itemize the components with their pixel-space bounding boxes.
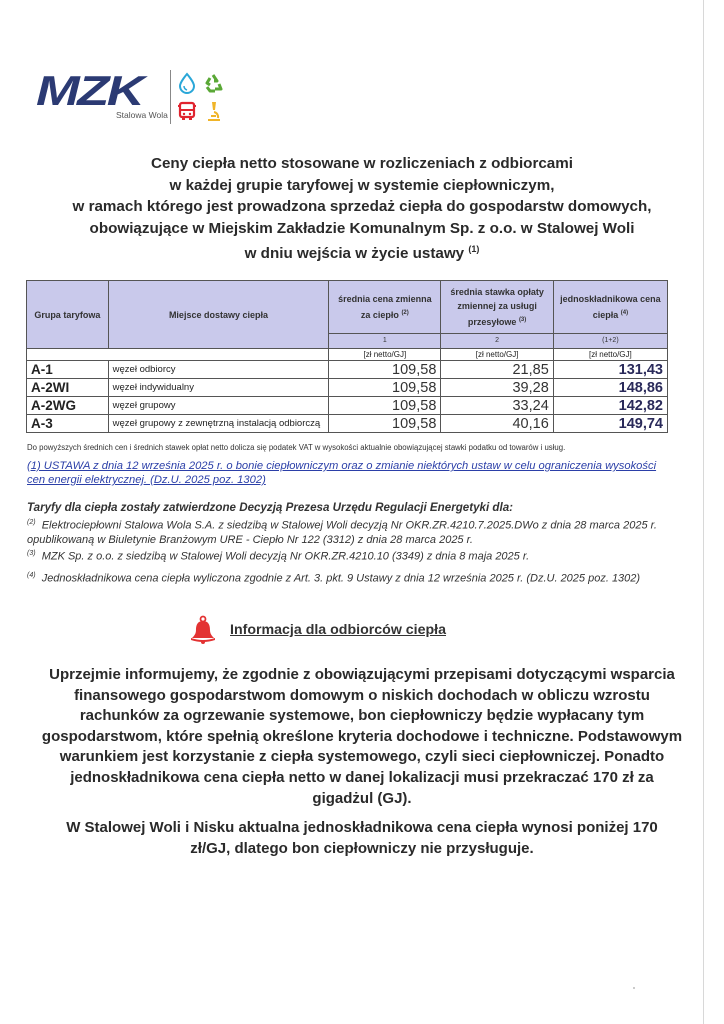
approval-text: Elektrociepłowni Stalowa Wola S.A. z siedzibą w Stalowej Woli decyzją Nr OKR.ZR.4210.7.2025.DWo z dnia 28 marca 2025 r. opublikowaną w Biuletynie Branżowym URE - Ciepło Nr 122 (3312) z dnia 28 marca 2025 r.	[27, 519, 657, 546]
approvals-heading: Taryfy dla ciepła zostały zatwierdzone Decyzją Prezesa Urzędu Regulacji Energetyki dla:	[27, 501, 514, 514]
cell-transmission-rate: 33,24	[441, 397, 553, 415]
title-footnote-ref: (1)	[468, 244, 480, 254]
cell-location: węzeł grupowy z zewnętrzną instalacją odbiorczą	[108, 415, 329, 433]
recycle-icon	[202, 72, 224, 94]
title-line	[30, 239, 694, 265]
scan-speck	[633, 987, 635, 989]
table-header-row	[27, 281, 668, 334]
footnote-ref: (4)	[620, 310, 629, 316]
bus-icon	[176, 100, 198, 122]
cell-variable-price: 109,58	[329, 379, 441, 397]
approval-text: MZK Sp. z o.o. z siedzibą w Stalowej Woli decyzją Nr OKR.ZR.4210.10 (3349) z dnia 8 maja 2025 r.	[41, 550, 530, 563]
cell-transmission-rate: 40,16	[441, 415, 553, 433]
column-number: 1	[329, 334, 441, 349]
footnote-ref: (4)	[27, 572, 36, 580]
cell-group: A-2WI	[27, 379, 109, 397]
title-line: w każdej grupie taryfowej w systemie ciepłowniczym,	[169, 176, 555, 194]
logo-brand: MZK	[36, 67, 143, 114]
info-body: Uprzejmie informujemy, że zgodnie z obowiązującymi przepisami dotyczącymi wsparcia finansowego gospodarstwom domowym o niskich dochodach w obliczu wzrostu rachunków za ogrzewanie systemowe, bon ciepłowniczy będzie wypłacany tym gospodarstwom, które spełnią określone kryteria dochodowe i techniczne. Podstawowym warunkiem jest korzystanie z ciepła systemowego, czyli sieci ciepłowniczej. Ponadto jednoskładnikowa cena ciepła netto w danej lokalizacji musi przekraczać 170 zł za gigadżul (GJ).	[41, 666, 683, 807]
title-line: w ramach którego jest prowadzona sprzedaż ciepła do gospodarstw domowych,	[72, 198, 652, 215]
unit-row	[27, 349, 668, 361]
approval-text: Jednoskładnikowa cena ciepła wyliczona zgodnie z Art. 3. pkt. 9 Ustawy z dnia 12 września 2025 r. (Dz.U. 2025 poz. 1302)	[41, 572, 641, 585]
table-row	[27, 415, 668, 433]
water-drop-icon	[176, 72, 198, 94]
page-edge-rule	[703, 0, 704, 1024]
cell-location: węzeł grupowy	[108, 397, 329, 415]
footnote-ref: (3)	[27, 549, 36, 557]
column-number: 2	[441, 334, 553, 349]
cell-single-price: 148,86	[553, 379, 667, 397]
unit-blank	[27, 349, 329, 361]
footnote-ref: (2)	[401, 310, 409, 316]
cell-variable-price: 109,58	[329, 361, 441, 379]
approval-item	[27, 516, 667, 547]
footnote-ref: (3)	[518, 317, 527, 323]
footnote-ref: (2)	[27, 519, 36, 526]
info-conclusion: W Stalowej Woli i Nisku aktualna jednoskładnikowa cena ciepła wynosi poniżej 170 zł/GJ, dlatego bon ciepłowniczy nie przysługuje.	[66, 819, 658, 857]
cell-location: węzeł indywidualny	[108, 379, 329, 397]
mzk-logo	[36, 68, 236, 128]
header-single-price	[553, 281, 667, 334]
logo-divider	[170, 70, 171, 124]
cell-group: A-3	[27, 415, 109, 433]
table-row	[27, 379, 668, 397]
cell-single-price: 149,74	[553, 415, 667, 433]
header-group: Grupa taryfowa	[27, 281, 109, 349]
bell-icon	[188, 615, 218, 645]
tariff-approvals	[27, 501, 667, 586]
unit-label: [zł netto/GJ]	[553, 349, 667, 361]
cell-group: A-1	[27, 361, 109, 379]
unit-label: [zł netto/GJ]	[441, 349, 553, 361]
header-variable-price	[329, 281, 441, 334]
microscope-icon	[202, 100, 224, 122]
heat-price-table	[26, 280, 668, 433]
cell-location: węzeł odbiorcy	[108, 361, 329, 379]
header-transmission-rate-text: średnia stawka opłaty zmiennej za usługi przesyłowe	[450, 287, 544, 327]
cell-single-price: 131,43	[553, 361, 667, 379]
vat-note: Do powyższych średnich cen i średnich stawek opłat netto dolicza się podatek VAT w wysokości aktualnie obowiązującej stawki podatku od towarów i usług.	[27, 443, 566, 452]
cell-transmission-rate: 21,85	[441, 361, 553, 379]
table-row	[27, 361, 668, 379]
title-line-text: w dniu wejścia w życie ustawy	[244, 245, 465, 263]
info-title: Informacja dla odbiorców ciepła	[230, 622, 447, 638]
title-line: Ceny ciepła netto stosowane w rozliczeniach z odbiorcami	[151, 155, 573, 172]
law-reference-link[interactable]: (1) USTAWA z dnia 12 września 2025 r. o bonie ciepłowniczym oraz o zmianie niektórych ustaw w celu ograniczenia wysokości cen energii elektrycznej. (Dz.U. 2025 poz. 1302)	[27, 460, 657, 486]
unit-label: [zł netto/GJ]	[329, 349, 441, 361]
header-single-price-text: jednoskładnikowa cena ciepła	[560, 294, 661, 320]
cell-variable-price: 109,58	[329, 415, 441, 433]
approval-item	[27, 569, 667, 586]
approval-item	[27, 547, 667, 564]
title-line: obowiązujące w Miejskim Zakładzie Komunalnym Sp. z o.o. w Stalowej Woli	[89, 219, 635, 237]
header-location: Miejsce dostawy ciepła	[108, 281, 329, 349]
document-title	[30, 153, 694, 265]
cell-variable-price: 109,58	[329, 397, 441, 415]
header-transmission-rate	[441, 281, 553, 334]
cell-single-price: 142,82	[553, 397, 667, 415]
header-variable-price-text: średnia cena zmienna za ciepło	[338, 294, 432, 320]
info-heading	[188, 612, 446, 648]
cell-transmission-rate: 39,28	[441, 379, 553, 397]
column-number: (1+2)	[553, 334, 667, 349]
table-row	[27, 397, 668, 415]
logo-subtitle: Stalowa Wola	[116, 110, 168, 120]
cell-group: A-2WG	[27, 397, 109, 415]
